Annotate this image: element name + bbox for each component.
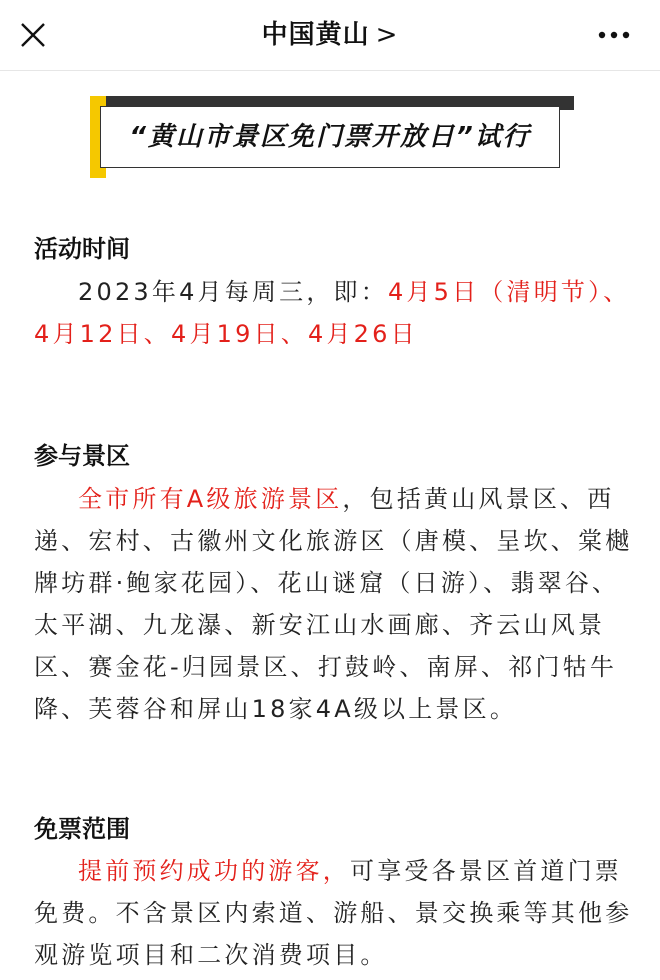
section-title-scope: 免票范围 bbox=[34, 815, 130, 843]
account-name[interactable]: 中国黄山 bbox=[261, 20, 370, 50]
section-title-time: 活动时间 bbox=[34, 235, 130, 263]
scope-highlight: 提前预约成功的游客， bbox=[78, 857, 350, 885]
scenic-rest: ，包括黄山风景区、西递、宏村、古徽州文化旅游区（唐模、呈坎、棠樾牌坊群·鲍家花园）、花山谜窟（日游）、翡翠谷、太平湖、九龙瀑、新安江山水画廊、齐云山风景区、赛金花-归园景区、打鼓岭、南屏、祁门牯牛降、芙蓉谷和屏山18家4A级以上景区。 bbox=[34, 485, 633, 723]
scope-rest: 可享受各景区首道门票免费。不含景区内索道、游船、景交换乘等其他参观游览项目和二次消费项目。 bbox=[34, 857, 633, 969]
top-bar bbox=[0, 0, 660, 71]
banner-text: “黄山市景区免门票开放日”试行 bbox=[129, 122, 531, 152]
section-title-scenic: 参与景区 bbox=[34, 442, 130, 470]
account-title[interactable] bbox=[0, 16, 660, 54]
scope-paragraph bbox=[34, 850, 634, 976]
scenic-highlight: 全市所有A级旅游景区 bbox=[78, 485, 343, 513]
time-paragraph bbox=[34, 271, 634, 355]
time-lead: 2023年4月每周三，即： bbox=[78, 278, 388, 306]
chevron-right-icon[interactable]: > bbox=[375, 20, 399, 50]
time-dates: 4月5日（清明节）、4月12日、4月19日、4月26日 bbox=[34, 278, 631, 348]
more-dots-icon[interactable] bbox=[596, 22, 636, 48]
article-banner bbox=[90, 96, 574, 178]
scenic-paragraph bbox=[34, 478, 634, 730]
